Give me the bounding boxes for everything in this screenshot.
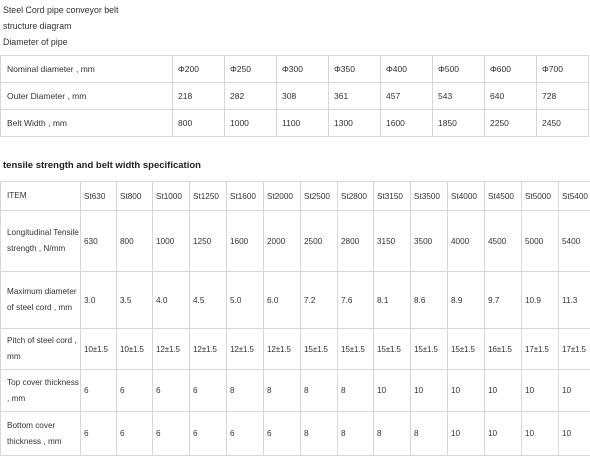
table-cell: 2250	[485, 110, 537, 137]
table-cell: Φ600	[485, 56, 537, 83]
table-cell: 361	[329, 83, 381, 110]
table-cell: 16±1.5	[485, 329, 522, 370]
table-cell: 4000	[448, 211, 485, 272]
column-header: ITEM	[1, 182, 81, 211]
table-cell: 8.6	[411, 272, 448, 329]
intro-line-title: Steel Cord pipe conveyor belt	[3, 5, 119, 15]
column-header: St1000	[153, 182, 190, 211]
table-cell: 7.6	[338, 272, 374, 329]
table-cell: 3500	[411, 211, 448, 272]
table-cell: 308	[277, 83, 329, 110]
table-cell: 17±1.5	[559, 329, 590, 370]
table-cell: 1600	[227, 211, 264, 272]
table-row	[1, 412, 590, 456]
row-label: Belt Width , mm	[1, 110, 173, 137]
table-cell: 218	[173, 83, 225, 110]
table-cell: 10	[559, 370, 590, 412]
column-header: St3150	[374, 182, 411, 211]
table-cell: 10±1.5	[81, 329, 117, 370]
row-label: Bottom cover thickness , mm	[1, 412, 81, 456]
table-cell: 12±1.5	[153, 329, 190, 370]
table-cell: 8	[264, 370, 301, 412]
tensile-spec-table	[0, 181, 590, 456]
table-cell: 6.0	[264, 272, 301, 329]
table-cell: 12±1.5	[264, 329, 301, 370]
table-cell: 10	[522, 412, 559, 456]
table-cell: 9.7	[485, 272, 522, 329]
table-cell: 6	[81, 412, 117, 456]
table-cell: 8	[301, 370, 338, 412]
table-cell: 15±1.5	[301, 329, 338, 370]
table-row	[1, 272, 590, 329]
table-cell: 3.0	[81, 272, 117, 329]
table-cell: 630	[81, 211, 117, 272]
table-cell: 8.9	[448, 272, 485, 329]
column-header: St1600	[227, 182, 264, 211]
table-cell: 4.0	[153, 272, 190, 329]
column-header: St4000	[448, 182, 485, 211]
table-cell: 10	[448, 412, 485, 456]
table-cell: 1850	[433, 110, 485, 137]
section-heading: tensile strength and belt width specification	[3, 160, 201, 171]
table-cell: 728	[537, 83, 589, 110]
table-cell: 15±1.5	[374, 329, 411, 370]
table-cell: Φ350	[329, 56, 381, 83]
table-cell: 1250	[190, 211, 227, 272]
table-cell: 12±1.5	[227, 329, 264, 370]
table-cell: 8	[227, 370, 264, 412]
table-cell: 6	[153, 412, 190, 456]
table-cell: 282	[225, 83, 277, 110]
table-cell: 10±1.5	[117, 329, 153, 370]
table-cell: 10	[485, 370, 522, 412]
table-row	[1, 329, 590, 370]
table-cell: 8	[338, 412, 374, 456]
table-cell: 6	[190, 412, 227, 456]
table-cell: 3.5	[117, 272, 153, 329]
table-cell: Φ300	[277, 56, 329, 83]
table-cell: 2500	[301, 211, 338, 272]
table-cell: 7.2	[301, 272, 338, 329]
table-cell: 3150	[374, 211, 411, 272]
row-label: Pitch of steel cord , mm	[1, 329, 81, 370]
table-cell: 15±1.5	[338, 329, 374, 370]
table-cell: 10	[374, 370, 411, 412]
intro-line-diameter: Diameter of pipe	[3, 37, 68, 47]
table-cell: 800	[117, 211, 153, 272]
table-cell: Φ500	[433, 56, 485, 83]
pipe-diameter-table	[0, 55, 589, 137]
table-cell: 5.0	[227, 272, 264, 329]
table-cell: 2450	[537, 110, 589, 137]
intro-line-structure: structure diagram	[3, 21, 72, 31]
table-row	[1, 370, 590, 412]
table-cell: 6	[190, 370, 227, 412]
table-cell: 5000	[522, 211, 559, 272]
row-label: Top cover thickness , mm	[1, 370, 81, 412]
table-cell: 12±1.5	[190, 329, 227, 370]
table-cell: Φ700	[537, 56, 589, 83]
column-header: St3500	[411, 182, 448, 211]
table-cell: 10	[448, 370, 485, 412]
column-header: St2500	[301, 182, 338, 211]
table-cell: Φ250	[225, 56, 277, 83]
table-cell: 1100	[277, 110, 329, 137]
column-header: St5000	[522, 182, 559, 211]
table-cell: 10	[522, 370, 559, 412]
table-cell: Φ400	[381, 56, 433, 83]
column-header: St800	[117, 182, 153, 211]
table-row	[1, 211, 590, 272]
table-cell: 6	[117, 412, 153, 456]
table-cell: 8	[411, 412, 448, 456]
column-header: St1250	[190, 182, 227, 211]
table-cell: 10	[411, 370, 448, 412]
table-cell: 6	[264, 412, 301, 456]
table-cell: 8	[338, 370, 374, 412]
table-row	[1, 83, 589, 110]
table-cell: 6	[227, 412, 264, 456]
column-header: St2800	[338, 182, 374, 211]
table-cell: 8.1	[374, 272, 411, 329]
table-cell: 2000	[264, 211, 301, 272]
table-row	[1, 56, 589, 83]
row-label: Longitudinal Tensile strength , N/mm	[1, 211, 81, 272]
table-cell: 4.5	[190, 272, 227, 329]
table-cell: 15±1.5	[411, 329, 448, 370]
table-cell: 640	[485, 83, 537, 110]
table-cell: 800	[173, 110, 225, 137]
table-cell: 10	[559, 412, 590, 456]
table-cell: 8	[374, 412, 411, 456]
table-cell: 543	[433, 83, 485, 110]
table-cell: 11.3	[559, 272, 590, 329]
table-cell: 4500	[485, 211, 522, 272]
row-label: Maximum diameter of steel cord , mm	[1, 272, 81, 329]
table-cell: 6	[81, 370, 117, 412]
table-cell: 1600	[381, 110, 433, 137]
table-header-row	[1, 182, 590, 211]
column-header: St4500	[485, 182, 522, 211]
table-row	[1, 110, 589, 137]
table-cell: 10.9	[522, 272, 559, 329]
table-cell: Φ200	[173, 56, 225, 83]
table-cell: 2800	[338, 211, 374, 272]
row-label: Nominal diameter , mm	[1, 56, 173, 83]
column-header: St2000	[264, 182, 301, 211]
table-cell: 6	[153, 370, 190, 412]
row-label: Outer Diameter , mm	[1, 83, 173, 110]
table-cell: 1000	[225, 110, 277, 137]
table-cell: 8	[301, 412, 338, 456]
table-cell: 5400	[559, 211, 590, 272]
table-cell: 1000	[153, 211, 190, 272]
table-cell: 457	[381, 83, 433, 110]
column-header: St5400	[559, 182, 590, 211]
table-cell: 6	[117, 370, 153, 412]
intro-text	[3, 2, 118, 50]
table-cell: 17±1.5	[522, 329, 559, 370]
table-cell: 10	[485, 412, 522, 456]
column-header: St630	[81, 182, 117, 211]
table-cell: 15±1.5	[448, 329, 485, 370]
table-cell: 1300	[329, 110, 381, 137]
